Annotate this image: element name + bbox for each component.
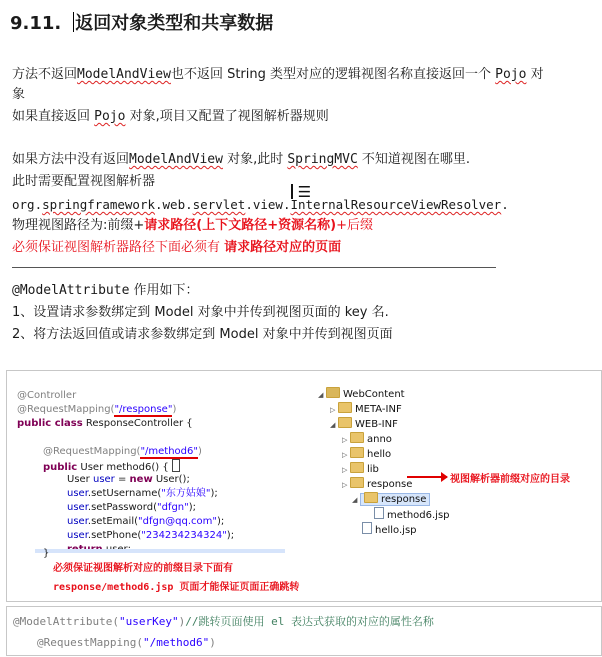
section-title: 返回对象类型和共享数据 [75, 13, 274, 34]
folder-icon [350, 432, 364, 443]
arrow-icon [407, 476, 447, 478]
selection-highlight [35, 549, 285, 553]
jsp-file-icon [374, 507, 384, 519]
para1-line1: 方法不返回ModelAndView也不返回 String 类型对应的逻辑视图名称直接返回一个 Pojo 对 [12, 67, 544, 82]
tree-item-response-selected[interactable]: ◢ response [352, 492, 430, 505]
tree-item-lib[interactable]: ▷ lib [342, 464, 379, 475]
code-line-2: @RequestMapping("/response") [17, 404, 177, 415]
para2-line4: 物理视图路径为:前缀+请求路径(上下文路径+资源名称)+后缀 [12, 218, 373, 233]
tree-item-web-inf[interactable]: ◢ WEB-INF [330, 419, 398, 430]
divider-line [12, 267, 496, 268]
code-line-12: } [43, 548, 50, 559]
folder-icon [364, 492, 378, 503]
para2-line3-classname: org.springframework.web.servlet.view.InternalResourceViewResolver. [12, 197, 509, 212]
code-line-6: User user = new User(); [67, 474, 190, 485]
tree-item-hello[interactable]: ▷ hello [342, 449, 392, 460]
para2-line1: 如果方法中没有返回ModelAndView 对象,此时 SpringMVC 不知道视图在哪里. [12, 152, 471, 167]
tree-item-method6-jsp[interactable]: method6.jsp [374, 507, 450, 521]
tree-note: 视图解析器前缀对应的目录 [450, 474, 570, 485]
code-screenshot [6, 370, 602, 602]
para3-line2: 1、设置请求参数绑定到 Model 对象中并传到视图页面的 key 名. [12, 305, 389, 320]
code-line-9: user.setEmail("dfgn@qq.com"); [67, 516, 225, 527]
tree-item-hello-jsp[interactable]: hello.jsp [362, 522, 417, 536]
folder-icon [338, 417, 352, 428]
folder-icon [350, 447, 364, 458]
tree-item-webcontent[interactable]: ◢ WebContent [318, 389, 405, 400]
text-cursor-icon: ☰ [293, 183, 312, 201]
code-line-7: user.setUsername("东方姑娘"); [67, 488, 218, 499]
code-line-8: user.setPassword("dfgn"); [67, 502, 197, 513]
folder-icon [350, 477, 364, 488]
folder-icon [326, 387, 340, 398]
para3-line1: @ModelAttribute 作用如下： [12, 283, 199, 298]
bracket-match-icon [172, 459, 180, 472]
para2-line2: 此时需要配置视图解析器 [12, 174, 156, 189]
strip-line-2: @RequestMapping("/method6") [37, 636, 216, 649]
para1-line3: 如果直接返回 Pojo 对象,项目又配置了视图解析器规则 [12, 109, 329, 124]
code-strip [6, 606, 602, 656]
folder-icon [338, 402, 352, 413]
strip-line-1: @ModelAttribute("userKey")//跳转页面使用 el 表达式获取的对应的属性名称 [13, 615, 434, 628]
folder-icon [350, 462, 364, 473]
tree-item-response[interactable]: ▷ response [342, 479, 413, 490]
code-line-1: @Controller [17, 390, 77, 401]
section-number: 9.11. [10, 13, 62, 34]
tree-item-anno[interactable]: ▷ anno [342, 434, 392, 445]
code-note-2: response/method6.jsp 页面才能保证页面正确跳转 [53, 582, 300, 593]
para1-line2: 象 [12, 87, 26, 102]
code-line-5: public User method6() { [43, 459, 180, 475]
tree-item-meta-inf[interactable]: ▷ META-INF [330, 404, 402, 415]
para2-line5: 必须保证视图解析器路径下面必须有 请求路径对应的页面 [12, 240, 342, 255]
code-line-3: public class ResponseController { [17, 418, 193, 429]
section-heading [10, 9, 273, 35]
para3-line3: 2、将方法返回值或请求参数绑定到 Model 对象中并传到视图页面 [12, 327, 393, 342]
code-line-10: user.setPhone("234234234324"); [67, 530, 235, 541]
code-note-1: 必须保证视图解析对应的前缀目录下面有 [53, 563, 233, 574]
code-line-4: @RequestMapping("/method6") [43, 446, 202, 457]
jsp-file-icon [362, 522, 372, 534]
